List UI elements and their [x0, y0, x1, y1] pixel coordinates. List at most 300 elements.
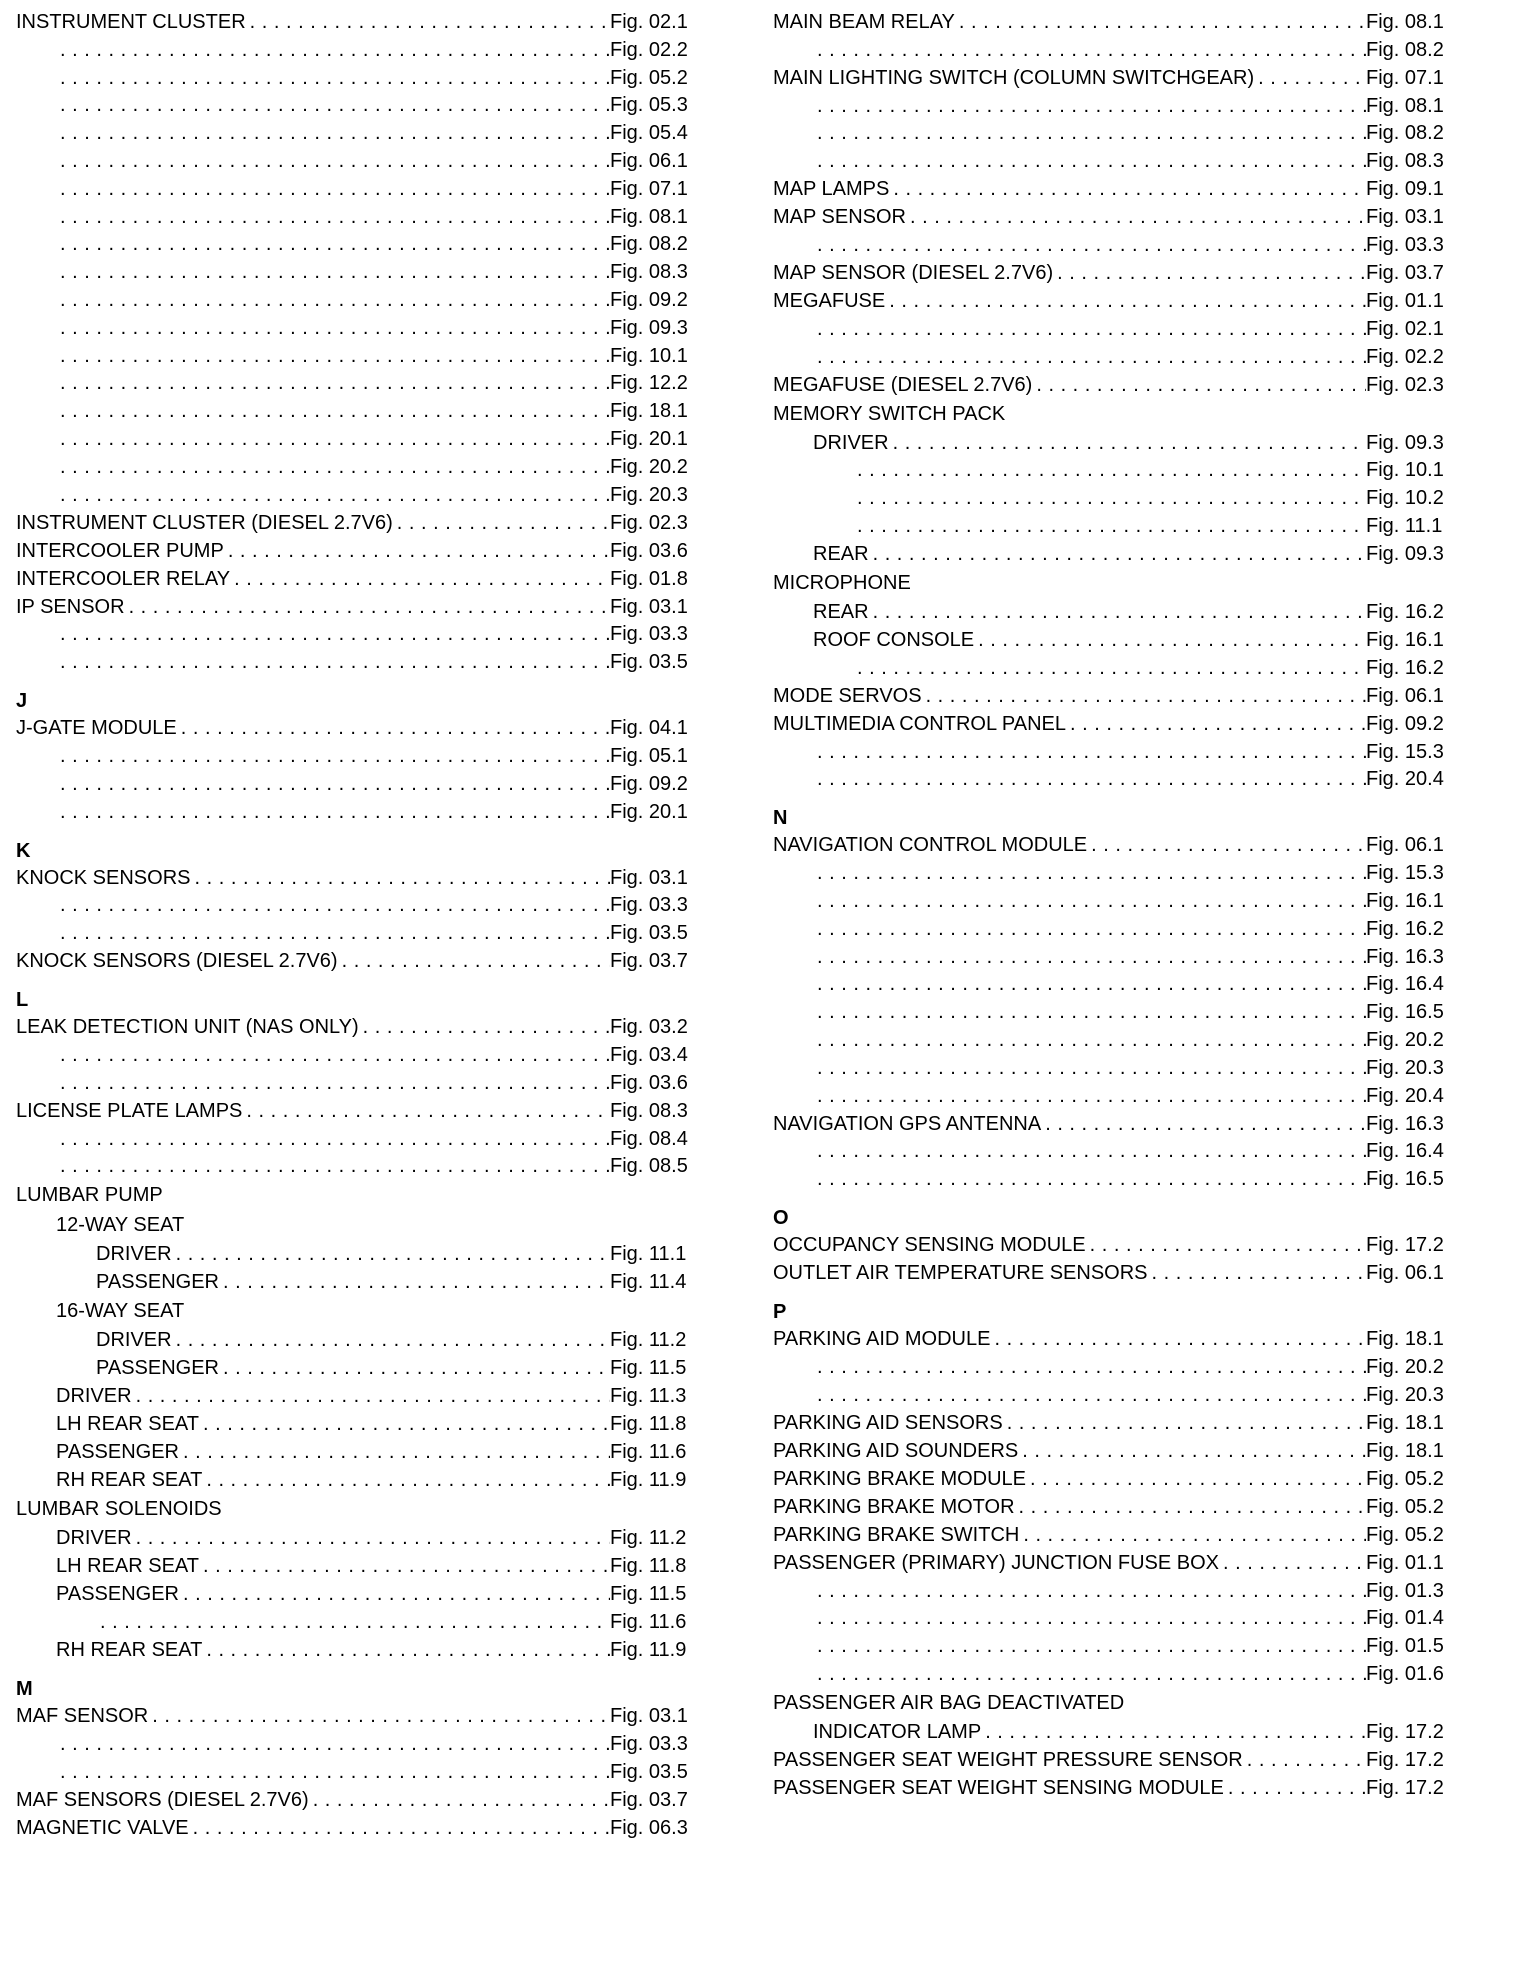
dot-leader — [56, 1758, 610, 1786]
entry-label: PASSENGER — [96, 1357, 219, 1380]
index-continuation-row — [773, 1660, 1452, 1688]
figure-reference[interactable]: Fig. 02.1 — [1366, 317, 1444, 340]
index-entry-map-sensor — [773, 203, 1452, 231]
figure-reference[interactable]: Fig. 18.1 — [1366, 1328, 1444, 1351]
dot-leader — [56, 91, 610, 119]
figure-reference[interactable]: Fig. 05.2 — [1366, 1523, 1444, 1546]
dot-leader — [1032, 371, 1366, 399]
entry-label: PARKING BRAKE MOTOR — [773, 1495, 1015, 1518]
dot-leader — [230, 565, 610, 593]
figure-reference[interactable]: Fig. 03.7 — [610, 950, 688, 973]
entry-label: MICROPHONE — [773, 571, 911, 594]
index-entry-passenger-primary-junction-fuse-box — [773, 1549, 1452, 1577]
index-continuation-row — [16, 119, 696, 147]
figure-reference[interactable]: Fig. 08.3 — [610, 1099, 688, 1122]
index-entry-parking-aid-sounders — [773, 1437, 1452, 1465]
figure-reference[interactable]: Fig. 20.3 — [1366, 1056, 1444, 1079]
index-entry-leak-detection-unit-nas-only — [16, 1013, 696, 1041]
figure-reference[interactable]: Fig. 09.2 — [1366, 712, 1444, 735]
figure-reference[interactable]: Fig. 16.4 — [1366, 973, 1444, 996]
entry-label: LUMBAR PUMP — [16, 1184, 163, 1207]
figure-reference[interactable]: Fig. 08.2 — [1366, 38, 1444, 61]
figure-reference[interactable]: Fig. 11.5 — [610, 1357, 687, 1380]
dot-leader — [56, 798, 610, 826]
entry-label: NAVIGATION GPS ANTENNA — [773, 1112, 1042, 1135]
figure-reference[interactable]: Fig. 02.3 — [610, 511, 688, 534]
entry-label: MEMORY SWITCH PACK — [773, 402, 1006, 425]
index-entry-outlet-air-temperature-sensors — [773, 1259, 1452, 1287]
figure-reference[interactable]: Fig. 08.5 — [610, 1155, 688, 1178]
dot-leader — [1087, 831, 1366, 859]
figure-reference[interactable]: Fig. 01.3 — [1366, 1579, 1444, 1602]
figure-reference[interactable]: Fig. 03.2 — [610, 1016, 688, 1039]
entry-label: 12-WAY SEAT — [56, 1214, 185, 1237]
figure-reference[interactable]: Fig. 20.2 — [1366, 1028, 1444, 1051]
figure-reference[interactable]: Fig. 11.6 — [610, 1611, 687, 1634]
figure-reference[interactable]: Fig. 08.2 — [610, 233, 688, 256]
figure-reference[interactable]: Fig. 03.3 — [610, 1732, 688, 1755]
entry-label: LH REAR SEAT — [56, 1413, 199, 1436]
figure-reference[interactable]: Fig. 05.2 — [1366, 1495, 1444, 1518]
figure-reference[interactable]: Fig. 03.3 — [1366, 233, 1444, 256]
figure-reference[interactable]: Fig. 17.2 — [1366, 1776, 1444, 1799]
dot-leader — [56, 64, 610, 92]
figure-reference[interactable]: Fig. 03.4 — [610, 1043, 688, 1066]
entry-label: LICENSE PLATE LAMPS — [16, 1099, 243, 1122]
dot-leader — [813, 1165, 1366, 1193]
dot-leader — [56, 1125, 610, 1153]
dot-leader — [56, 397, 610, 425]
figure-reference[interactable]: Fig. 16.2 — [1366, 600, 1444, 623]
dot-leader — [219, 1268, 610, 1296]
index-entry-ip-sensor — [16, 593, 696, 621]
entry-label: LUMBAR SOLENOIDS — [16, 1498, 222, 1521]
figure-reference[interactable]: Fig. 01.8 — [610, 567, 688, 590]
index-entry-map-sensor-diesel-2-7v6 — [773, 259, 1452, 287]
entry-label: 16-WAY SEAT — [56, 1300, 185, 1323]
figure-reference[interactable]: Fig. 08.2 — [1366, 122, 1444, 145]
figure-reference[interactable]: Fig. 11.2 — [610, 1527, 687, 1550]
figure-reference[interactable]: Fig. 16.5 — [1366, 1001, 1444, 1024]
dot-leader — [219, 1354, 610, 1382]
dot-leader — [56, 286, 610, 314]
index-entry-driver — [16, 1382, 696, 1410]
entry-label: REAR — [813, 600, 869, 623]
entry-label: LH REAR SEAT — [56, 1555, 199, 1578]
entry-label: PASSENGER (PRIMARY) JUNCTION FUSE BOX — [773, 1551, 1219, 1574]
figure-reference[interactable]: Fig. 11.1 — [1366, 514, 1443, 537]
entry-label: PASSENGER — [56, 1441, 179, 1464]
figure-reference[interactable]: Fig. 05.2 — [610, 66, 688, 89]
index-continuation-row — [16, 892, 696, 920]
figure-reference[interactable]: Fig. 16.3 — [1366, 945, 1444, 968]
figure-reference[interactable]: Fig. 11.8 — [610, 1413, 687, 1436]
index-entry-megafuse-diesel-2-7v6 — [773, 371, 1452, 399]
figure-reference[interactable]: Fig. 16.1 — [1366, 628, 1444, 651]
dot-leader — [813, 231, 1366, 259]
figure-reference[interactable]: Fig. 01.4 — [1366, 1607, 1444, 1630]
figure-reference[interactable]: Fig. 17.2 — [1366, 1234, 1444, 1257]
figure-reference[interactable]: Fig. 11.8 — [610, 1555, 687, 1578]
index-entry-roof-console — [773, 626, 1452, 654]
figure-reference[interactable]: Fig. 17.2 — [1366, 1720, 1444, 1743]
index-continuation-row — [773, 766, 1452, 794]
figure-reference[interactable]: Fig. 11.3 — [610, 1385, 687, 1408]
index-continuation-row — [773, 36, 1452, 64]
entry-label: ROOF CONSOLE — [813, 628, 975, 651]
figure-reference[interactable]: Fig. 11.6 — [610, 1441, 687, 1464]
dot-leader — [338, 947, 610, 975]
entry-label: DRIVER — [96, 1243, 172, 1266]
dot-leader — [309, 1786, 610, 1814]
figure-reference[interactable]: Fig. 02.1 — [610, 11, 688, 33]
figure-reference[interactable]: Fig. 05.2 — [1366, 1467, 1444, 1490]
dot-leader — [813, 119, 1366, 147]
figure-reference[interactable]: Fig. 11.2 — [610, 1329, 687, 1352]
entry-label: OCCUPANCY SENSING MODULE — [773, 1234, 1086, 1257]
index-continuation-row — [773, 1605, 1452, 1633]
dot-leader — [56, 742, 610, 770]
dot-leader — [56, 919, 610, 947]
dot-leader — [813, 738, 1366, 766]
entry-label: OUTLET AIR TEMPERATURE SENSORS — [773, 1262, 1148, 1285]
dot-leader — [1243, 1746, 1366, 1774]
entry-label: INDICATOR LAMP — [813, 1720, 982, 1743]
figure-reference[interactable]: Fig. 08.3 — [1366, 150, 1444, 173]
figure-reference[interactable]: Fig. 01.1 — [1366, 289, 1444, 312]
index-heading-16-way-seat — [16, 1296, 696, 1326]
index-continuation-row — [773, 1082, 1452, 1110]
entry-label: INSTRUMENT CLUSTER — [16, 11, 246, 33]
dot-leader — [813, 92, 1366, 120]
entry-label: MAGNETIC VALVE — [16, 1816, 189, 1839]
index-continuation-row — [773, 1577, 1452, 1605]
figure-reference[interactable]: Fig. 08.1 — [610, 205, 688, 228]
figure-reference[interactable]: Fig. 03.7 — [1366, 261, 1444, 284]
figure-reference[interactable]: Fig. 09.2 — [610, 288, 688, 311]
dot-leader — [179, 1438, 610, 1466]
dot-leader — [853, 456, 1366, 484]
index-continuation-row — [16, 370, 696, 398]
dot-leader — [853, 484, 1366, 512]
figure-reference[interactable]: Fig. 11.9 — [610, 1639, 687, 1662]
index-entry-parking-aid-sensors — [773, 1409, 1452, 1437]
index-continuation-row — [16, 258, 696, 286]
section-letter-l: L — [16, 989, 29, 1012]
figure-reference[interactable]: Fig. 03.7 — [610, 1788, 688, 1811]
figure-reference[interactable]: Fig. 01.6 — [1366, 1662, 1444, 1685]
entry-label: PASSENGER SEAT WEIGHT PRESSURE SENSOR — [773, 1748, 1243, 1771]
dot-leader — [922, 682, 1366, 710]
index-continuation-row — [16, 1730, 696, 1758]
figure-reference[interactable]: Fig. 02.3 — [1366, 373, 1444, 396]
dot-leader — [955, 8, 1366, 36]
dot-leader — [56, 453, 610, 481]
figure-reference[interactable]: Fig. 03.1 — [1366, 206, 1444, 229]
index-entry-parking-aid-module — [773, 1325, 1452, 1353]
dot-leader — [56, 648, 610, 676]
dot-leader — [125, 593, 610, 621]
figure-reference[interactable]: Fig. 08.1 — [1366, 11, 1444, 33]
dot-leader — [869, 598, 1366, 626]
index-continuation-row — [773, 971, 1452, 999]
figure-reference[interactable]: Fig. 02.2 — [1366, 345, 1444, 368]
dot-leader — [132, 1524, 610, 1552]
figure-reference[interactable]: Fig. 03.1 — [610, 866, 688, 889]
index-continuation-row — [16, 481, 696, 509]
index-heading-memory-switch-pack — [773, 399, 1452, 429]
index-entry-rh-rear-seat — [16, 1466, 696, 1494]
figure-reference[interactable]: Fig. 05.4 — [610, 122, 688, 145]
figure-reference[interactable]: Fig. 03.5 — [610, 922, 688, 945]
figure-reference[interactable]: Fig. 09.1 — [1366, 178, 1444, 201]
index-continuation-row — [773, 1381, 1452, 1409]
figure-reference[interactable]: Fig. 05.3 — [610, 94, 688, 117]
figure-reference[interactable]: Fig. 15.3 — [1366, 740, 1444, 763]
dot-leader — [56, 342, 610, 370]
figure-reference[interactable]: Fig. 09.3 — [1366, 542, 1444, 565]
figure-reference[interactable]: Fig. 10.1 — [1366, 459, 1444, 482]
dot-leader — [56, 1069, 610, 1097]
index-entry-main-lighting-switch-column-switchgear — [773, 64, 1452, 92]
index-entry-passenger — [16, 1580, 696, 1608]
figure-reference[interactable]: Fig. 06.1 — [1366, 834, 1444, 857]
entry-label: DRIVER — [56, 1527, 132, 1550]
index-heading-microphone — [773, 568, 1452, 598]
dot-leader — [56, 203, 610, 231]
dot-leader — [813, 36, 1366, 64]
section-letter-o: O — [773, 1207, 789, 1230]
index-entry-driver — [773, 429, 1452, 457]
index-continuation-row — [773, 484, 1452, 512]
index-continuation-row — [16, 64, 696, 92]
figure-reference[interactable]: Fig. 03.5 — [610, 1760, 688, 1783]
figure-reference[interactable]: Fig. 17.2 — [1366, 1748, 1444, 1771]
figure-reference[interactable]: Fig. 18.1 — [1366, 1411, 1444, 1434]
dot-leader — [813, 343, 1366, 371]
figure-reference[interactable]: Fig. 16.4 — [1366, 1140, 1444, 1163]
index-continuation-row — [16, 1758, 696, 1786]
figure-reference[interactable]: Fig. 03.3 — [610, 894, 688, 917]
figure-reference[interactable]: Fig. 09.3 — [1366, 431, 1444, 454]
figure-reference[interactable]: Fig. 11.5 — [610, 1583, 687, 1606]
index-entry-intercooler-relay — [16, 565, 696, 593]
index-continuation-row — [16, 175, 696, 203]
figure-reference[interactable]: Fig. 15.3 — [1366, 862, 1444, 885]
figure-reference[interactable]: Fig. 08.1 — [1366, 94, 1444, 117]
index-continuation-row — [16, 425, 696, 453]
figure-reference[interactable]: Fig. 20.4 — [1366, 768, 1444, 791]
index-entry-rear — [773, 540, 1452, 568]
dot-leader — [56, 36, 610, 64]
entry-label: PARKING AID SOUNDERS — [773, 1439, 1019, 1462]
dot-leader — [813, 1604, 1366, 1632]
figure-reference[interactable]: Fig. 11.4 — [610, 1271, 687, 1294]
entry-label: MULTIMEDIA CONTROL PANEL — [773, 712, 1067, 735]
index-continuation-row — [773, 859, 1452, 887]
figure-reference[interactable]: Fig. 03.6 — [610, 539, 688, 562]
figure-reference[interactable]: Fig. 08.3 — [610, 261, 688, 284]
dot-leader — [813, 1054, 1366, 1082]
figure-reference[interactable]: Fig. 04.1 — [610, 717, 688, 740]
figure-reference[interactable]: Fig. 20.4 — [1366, 1084, 1444, 1107]
index-entry-magnetic-valve — [16, 1814, 696, 1842]
entry-label: PASSENGER — [96, 1271, 219, 1294]
figure-reference[interactable]: Fig. 07.1 — [610, 177, 688, 200]
dot-leader — [1041, 1110, 1366, 1138]
dot-leader — [813, 1026, 1366, 1054]
figure-reference[interactable]: Fig. 07.1 — [1366, 66, 1444, 89]
entry-label: MEGAFUSE — [773, 289, 886, 312]
index-continuation-row — [16, 314, 696, 342]
figure-reference[interactable]: Fig. 09.2 — [610, 772, 688, 795]
entry-label: MAIN BEAM RELAY — [773, 11, 955, 33]
dot-leader — [56, 314, 610, 342]
figure-reference[interactable]: Fig. 03.3 — [610, 623, 688, 646]
index-entry-passenger — [16, 1268, 696, 1296]
index-continuation-row — [773, 231, 1452, 259]
index-entry-passenger-seat-weight-pressure-sensor — [773, 1746, 1452, 1774]
dot-leader — [246, 8, 610, 36]
index-continuation-row — [16, 36, 696, 64]
entry-label: KNOCK SENSORS (DIESEL 2.7V6) — [16, 950, 338, 973]
index-continuation-row — [16, 621, 696, 649]
figure-reference[interactable]: Fig. 03.5 — [610, 651, 688, 674]
figure-reference[interactable]: Fig. 20.2 — [1366, 1355, 1444, 1378]
index-entry-occupancy-sensing-module — [773, 1231, 1452, 1259]
dot-leader — [56, 175, 610, 203]
figure-reference[interactable]: Fig. 06.1 — [1366, 684, 1444, 707]
dot-leader — [56, 891, 610, 919]
section-letter-j: J — [16, 690, 28, 713]
dot-leader — [190, 864, 610, 892]
dot-leader — [56, 1041, 610, 1069]
dot-leader — [172, 1326, 610, 1354]
figure-reference[interactable]: Fig. 16.2 — [1366, 656, 1444, 679]
figure-reference[interactable]: Fig. 01.5 — [1366, 1635, 1444, 1658]
dot-leader — [813, 1577, 1366, 1605]
figure-reference[interactable]: Fig. 20.3 — [1366, 1383, 1444, 1406]
entry-label: RH REAR SEAT — [56, 1639, 203, 1662]
index-entry-indicator-lamp — [773, 1718, 1452, 1746]
index-entry-j-gate-module — [16, 714, 696, 742]
entry-label: NAVIGATION CONTROL MODULE — [773, 834, 1088, 857]
index-entry-knock-sensors-diesel-2-7v6 — [16, 947, 696, 975]
figure-reference[interactable]: Fig. 10.2 — [1366, 487, 1444, 510]
dot-leader — [56, 258, 610, 286]
figure-reference[interactable]: Fig. 02.2 — [610, 38, 688, 61]
figure-reference[interactable]: Fig. 11.1 — [610, 1243, 687, 1266]
dot-leader — [189, 1814, 610, 1842]
figure-reference[interactable]: Fig. 20.1 — [610, 427, 688, 450]
index-entry-rh-rear-seat — [16, 1636, 696, 1664]
entry-label: MAP SENSOR (DIESEL 2.7V6) — [773, 261, 1054, 284]
figure-reference[interactable]: Fig. 10.1 — [610, 344, 688, 367]
index-entry-parking-brake-motor — [773, 1493, 1452, 1521]
figure-reference[interactable]: Fig. 20.1 — [610, 800, 688, 823]
figure-reference[interactable]: Fig. 18.1 — [610, 400, 688, 423]
entry-label: INTERCOOLER PUMP — [16, 539, 224, 562]
dot-leader — [359, 1013, 610, 1041]
figure-reference[interactable]: Fig. 05.1 — [610, 744, 688, 767]
dot-leader — [242, 1097, 610, 1125]
entry-label: PASSENGER SEAT WEIGHT SENSING MODULE — [773, 1776, 1224, 1799]
entry-label: MAF SENSORS (DIESEL 2.7V6) — [16, 1788, 309, 1811]
dot-leader — [1066, 710, 1366, 738]
index-continuation-row — [16, 92, 696, 120]
index-continuation-row — [773, 1138, 1452, 1166]
dot-leader — [1148, 1259, 1366, 1287]
dot-leader — [1003, 1409, 1366, 1437]
index-continuation-row — [773, 1353, 1452, 1381]
index-continuation-row — [773, 943, 1452, 971]
figure-reference[interactable]: Fig. 01.1 — [1366, 1551, 1444, 1574]
index-entry-lh-rear-seat — [16, 1410, 696, 1438]
index-entry-main-beam-relay — [773, 8, 1452, 36]
dot-leader — [1086, 1231, 1366, 1259]
figure-reference[interactable]: Fig. 06.3 — [610, 1816, 688, 1839]
figure-reference[interactable]: Fig. 03.1 — [610, 1705, 688, 1728]
dot-leader — [1219, 1549, 1366, 1577]
figure-reference[interactable]: Fig. 16.3 — [1366, 1112, 1444, 1135]
dot-leader — [177, 714, 610, 742]
dot-leader — [853, 654, 1366, 682]
figure-reference[interactable]: Fig. 16.2 — [1366, 917, 1444, 940]
figure-reference[interactable]: Fig. 20.3 — [610, 483, 688, 506]
entry-label: PASSENGER AIR BAG DEACTIVATED — [773, 1691, 1125, 1714]
dot-leader — [813, 998, 1366, 1026]
dot-leader — [1018, 1437, 1366, 1465]
figure-reference[interactable]: Fig. 09.3 — [610, 316, 688, 339]
index-entry-megafuse — [773, 287, 1452, 315]
index-heading-passenger-air-bag-deactivated — [773, 1688, 1452, 1718]
figure-reference[interactable]: Fig. 18.1 — [1366, 1439, 1444, 1462]
dot-leader — [56, 1152, 610, 1180]
entry-label: PARKING BRAKE SWITCH — [773, 1523, 1020, 1546]
index-continuation-row — [773, 998, 1452, 1026]
dot-leader — [813, 1632, 1366, 1660]
figure-reference[interactable]: Fig. 03.1 — [610, 595, 688, 618]
dot-leader — [132, 1382, 610, 1410]
dot-leader — [199, 1552, 610, 1580]
index-entry-parking-brake-module — [773, 1465, 1452, 1493]
dot-leader — [813, 887, 1366, 915]
figure-reference[interactable]: Fig. 03.6 — [610, 1071, 688, 1094]
index-continuation-row — [16, 770, 696, 798]
dot-leader — [56, 119, 610, 147]
figure-reference[interactable]: Fig. 06.1 — [1366, 1262, 1444, 1285]
figure-reference[interactable]: Fig. 06.1 — [610, 149, 688, 172]
figure-reference[interactable]: Fig. 20.2 — [610, 455, 688, 478]
dot-leader — [96, 1608, 610, 1636]
figure-reference[interactable]: Fig. 11.9 — [610, 1469, 687, 1492]
index-column-right — [773, 8, 1452, 1802]
entry-label: MAF SENSOR — [16, 1705, 149, 1728]
dot-leader — [56, 369, 610, 397]
figure-reference[interactable]: Fig. 08.4 — [610, 1127, 688, 1150]
index-continuation-row — [773, 512, 1452, 540]
figure-reference[interactable]: Fig. 16.5 — [1366, 1168, 1444, 1191]
figure-reference[interactable]: Fig. 12.2 — [610, 372, 688, 395]
index-continuation-row — [773, 120, 1452, 148]
figure-reference[interactable]: Fig. 16.1 — [1366, 889, 1444, 912]
index-continuation-row — [773, 147, 1452, 175]
index-continuation-row — [16, 203, 696, 231]
index-entry-passenger — [16, 1438, 696, 1466]
dot-leader — [56, 770, 610, 798]
dot-leader — [981, 1718, 1366, 1746]
index-entry-driver — [16, 1524, 696, 1552]
